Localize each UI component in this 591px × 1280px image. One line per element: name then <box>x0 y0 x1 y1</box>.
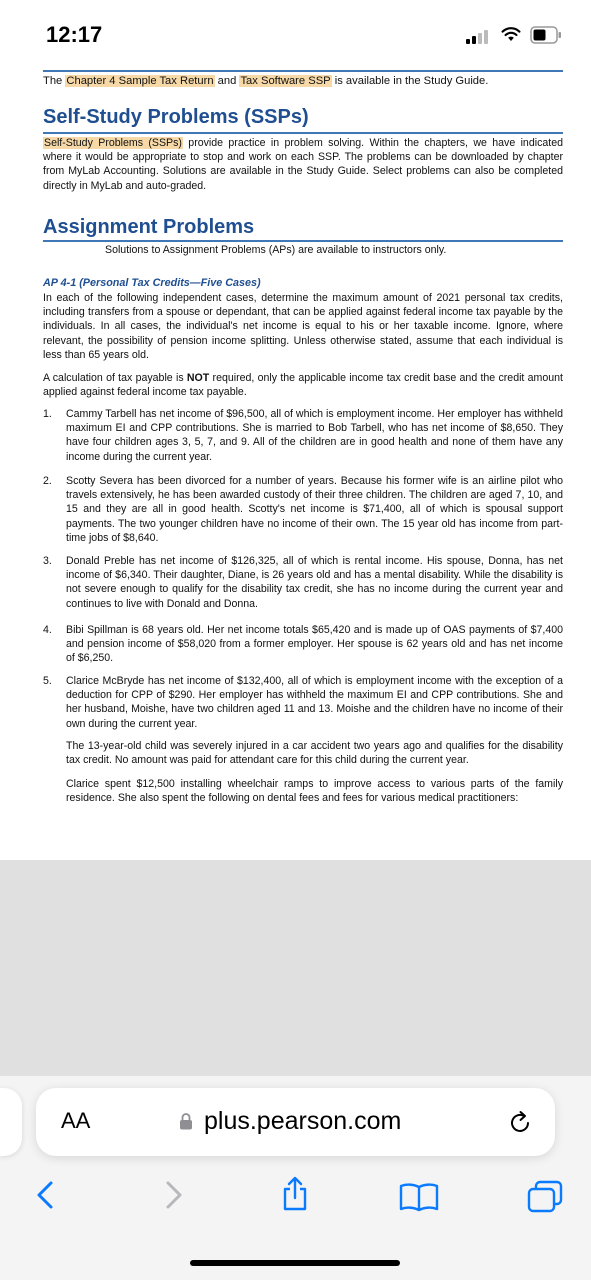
case-5-paragraph-2 <box>43 739 563 767</box>
page-background <box>0 860 591 1080</box>
case-text: Scotty Severa has been divorced for a number of years. Because his former wife is an airline pilot who travels extensively, he has been awarded custody of their three children. The children are aged 7, 10, and 15 and they are all in good health. Scotty's net income is $71,400, all of which is spousal support payments. The two younger children have no income of their own. The 15 year old has income from part-time jobs of $8,640. <box>66 475 563 544</box>
chapter4-sample-tax-return-link[interactable]: Chapter 4 Sample Tax Return <box>66 75 214 87</box>
url-domain[interactable]: plus.pearson.com <box>204 1107 402 1135</box>
divider <box>43 70 563 72</box>
ssp-description <box>43 136 563 193</box>
case-text: Donald Preble has net income of $126,325, all of which is rental income. His spouse, Donna, has net income of $6,340. Their daughter, Diane, is 26 years old and has a mental disability. While the disability is not severe enough to qualify for the disability tax credit, she has no income during the current year and continues to live with Donald and Donna. <box>66 555 563 610</box>
battery-icon <box>530 26 562 44</box>
case-item <box>43 554 563 611</box>
case-item <box>43 674 563 731</box>
ssp-description-text: provide practice in problem solving. Within the chapters, we have indicated where it would be appropriate to stop and work on each SSP. The problems can be downloaded by chapter from MyLab Accounting. Solutions are available in the Study Guide. Select problems can also be completed directly in MyLab and auto-graded. <box>43 137 563 192</box>
case-number: 3. <box>43 555 52 567</box>
case-text: Clarice spent $12,500 installing wheelchair ramps to improve access to various parts of the family residence. She also spent the following on dental fees and fees for various medical practitioners: <box>66 778 563 805</box>
home-indicator[interactable] <box>190 1260 400 1266</box>
bookmarks-icon[interactable] <box>398 1182 440 1212</box>
ap-title: AP 4-1 (Personal Tax Credits—Five Cases) <box>43 277 261 289</box>
intro-middle: and <box>214 75 240 87</box>
ssp-highlight-link[interactable]: Self-Study Problems (SSPs) <box>44 137 182 149</box>
case-text: Bibi Spillman is 68 years old. Her net income totals $65,420 and is made up of OAS payments of $7,400 and pension income of $58,020 from a former employer. Her spouse is 62 years old and has net income of $6,250. <box>66 624 563 665</box>
reader-settings-button[interactable] <box>61 1108 90 1134</box>
ap-note-b: NOT <box>186 372 210 384</box>
case-number: 2. <box>43 475 52 487</box>
intro-prefix: The <box>43 75 66 87</box>
ap-note <box>43 371 563 399</box>
status-time: 12:17 <box>46 22 103 47</box>
cellular-signal-icon <box>466 28 492 44</box>
back-icon[interactable] <box>34 1180 56 1210</box>
intro-line <box>43 75 488 87</box>
case-text: Clarice McBryde has net income of $132,400, all of which is employment income with the exception of a deduction for CPP of $290. Her employer has withheld the maximum EI and CPP contributions. She and her husband, Moishe, have two children aged 11 and 13. Moishe and the children have no income of their own during the current year. <box>66 675 563 730</box>
divider <box>43 132 563 134</box>
share-icon[interactable] <box>280 1176 310 1212</box>
assignment-note: Solutions to Assignment Problems (APs) are available to instructors only. <box>105 244 447 256</box>
case-5-paragraph-3 <box>43 777 563 805</box>
case-item <box>43 407 563 464</box>
reload-icon[interactable] <box>509 1110 533 1136</box>
case-text: Cammy Tarbell has net income of $96,500, all of which is employment income. Her employer has withheld maximum EI and CPP contributions. She is married to Bob Tarbell, who has net income of $8,650. They have four children ages 3, 5, 7, and 9. All of the children are in good health and none of them have any income during the current year. <box>66 408 563 463</box>
intro-suffix: is available in the Study Guide. <box>331 75 489 87</box>
ap-instructions: In each of the following independent cases, determine the maximum amount of 2021 personal tax credits, including transfers from a spouse or dependant, that can be applied against federal income tax payable by the individuals. In all cases, the individual's net income is equal to his or her taxable income. Ignore, where relevant, the possibility of pension income splitting. Unless otherwise stated, assume that each individual is less than 65 years old. <box>43 292 563 361</box>
case-item <box>43 623 563 666</box>
ap-note-a: A calculation of tax payable is <box>43 372 187 384</box>
case-number: 5. <box>43 675 52 687</box>
document-page <box>0 70 591 860</box>
case-text: The 13-year-old child was severely injured in a car accident two years ago and qualifies for the disability tax credit. No amount was paid for attendant care for this child during the current year. <box>66 740 563 767</box>
ap-note-c: required, only the applicable income tax credit base and the credit amount applied against federal income tax payable. <box>43 372 563 399</box>
divider <box>43 240 563 242</box>
ssp-heading: Self-Study Problems (SSPs) <box>43 106 309 128</box>
lock-icon <box>179 1112 193 1130</box>
case-item <box>43 474 563 545</box>
forward-icon[interactable] <box>163 1180 185 1210</box>
assignment-heading: Assignment Problems <box>43 216 255 238</box>
wifi-icon <box>501 26 521 42</box>
tabs-icon[interactable] <box>526 1180 564 1214</box>
tax-software-ssp-link[interactable]: Tax Software SSP <box>240 75 331 87</box>
case-number: 4. <box>43 624 52 636</box>
previous-tab-peek[interactable] <box>0 1088 22 1156</box>
aa-label: AA <box>61 1108 91 1133</box>
browser-toolbar <box>0 1076 591 1280</box>
address-bar[interactable] <box>36 1088 555 1156</box>
status-bar <box>0 0 591 70</box>
case-number: 1. <box>43 408 52 420</box>
